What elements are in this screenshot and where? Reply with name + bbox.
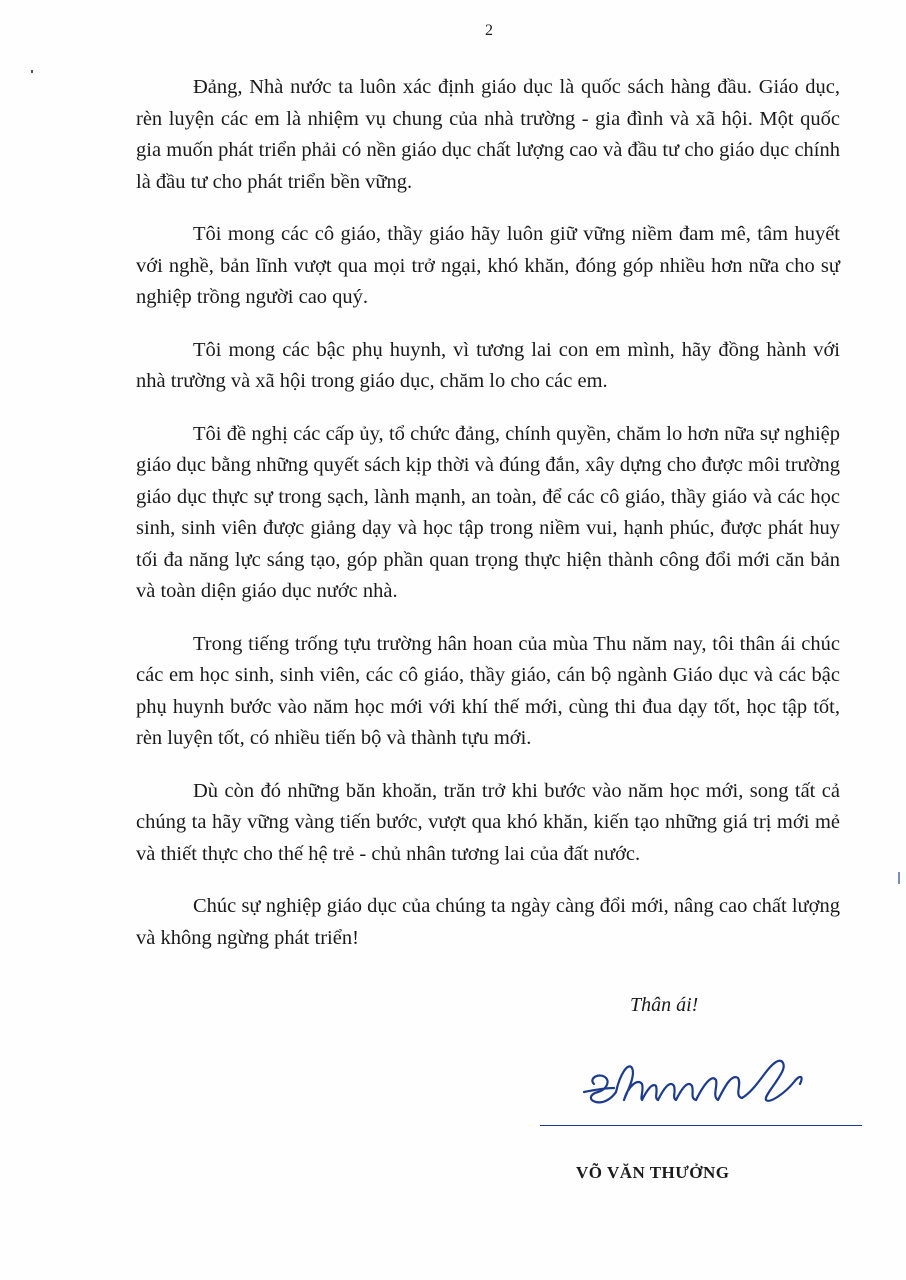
paragraph-5: Trong tiếng trống tựu trường hân hoan của mùa Thu năm nay, tôi thân ái chúc các em học sinh, sinh viên, các cô giáo, thầy giáo, cán bộ ngành Giáo dục và các bậc phụ huynh bước vào năm học mới với khí thế mới, cùng thi đua dạy tốt, học tập tốt, rèn luyện tốt, có nhiều tiến bộ và thành tựu mới. <box>136 632 840 749</box>
paragraph-4: Tôi đề nghị các cấp ủy, tổ chức đảng, chính quyền, chăm lo hơn nữa sự nghiệp giáo dục bằng những quyết sách kịp thời và đúng đắn, xây dựng cho được môi trường giáo dục thực sự trong sạch, lành mạnh, an toàn, để các cô giáo, thầy giáo và các học sinh, sinh viên được giảng dạy và học tập trong niềm vui, hạnh phúc, được phát huy tối đa năng lực sáng tạo, góp phần quan trọng thực hiện thành công đổi mới căn bản và toàn diện giáo dục nước nhà. <box>136 422 840 602</box>
paragraph-2: Tôi mong các cô giáo, thầy giáo hãy luôn giữ vững niềm đam mê, tâm huyết với nghề, bản lĩnh vượt qua mọi trở ngại, khó khăn, đóng góp nhiều hơn nữa cho sự nghiệp trồng người cao quý. <box>136 223 840 308</box>
handwritten-signature <box>580 1048 830 1118</box>
paragraph-1: Đảng, Nhà nước ta luôn xác định giáo dục là quốc sách hàng đầu. Giáo dục, rèn luyện các em là nhiệm vụ chung của nhà trường - gia đình và xã hội. Một quốc gia muốn phát triển phải có nền giáo dục chất lượng cao và đầu tư cho giáo dục chính là đầu tư cho phát triển bền vững. <box>136 76 840 193</box>
scan-edge-mark <box>898 872 900 884</box>
page-number: 2 <box>485 22 493 39</box>
paragraph-7: Chúc sự nghiệp giáo dục của chúng ta ngày càng đổi mới, nâng cao chất lượng và không ngừng phát triển! <box>136 895 840 949</box>
closing-salutation: Thân ái! <box>630 994 699 1016</box>
scan-speck <box>31 70 33 73</box>
paragraph-3: Tôi mong các bậc phụ huynh, vì tương lai con em mình, hãy đồng hành với nhà trường và xã hội trong giáo dục, chăm lo cho các em. <box>136 338 840 392</box>
signer-name: VÕ VĂN THƯỞNG <box>576 1163 730 1182</box>
letter-body <box>136 72 840 975</box>
signature-underline <box>540 1125 862 1126</box>
paragraph-6: Dù còn đó những băn khoăn, trăn trở khi bước vào năm học mới, song tất cả chúng ta hãy vững vàng tiến bước, vượt qua khó khăn, kiến tạo những giá trị mới mẻ và thiết thực cho thế hệ trẻ - chủ nhân tương lai của đất nước. <box>136 779 840 865</box>
